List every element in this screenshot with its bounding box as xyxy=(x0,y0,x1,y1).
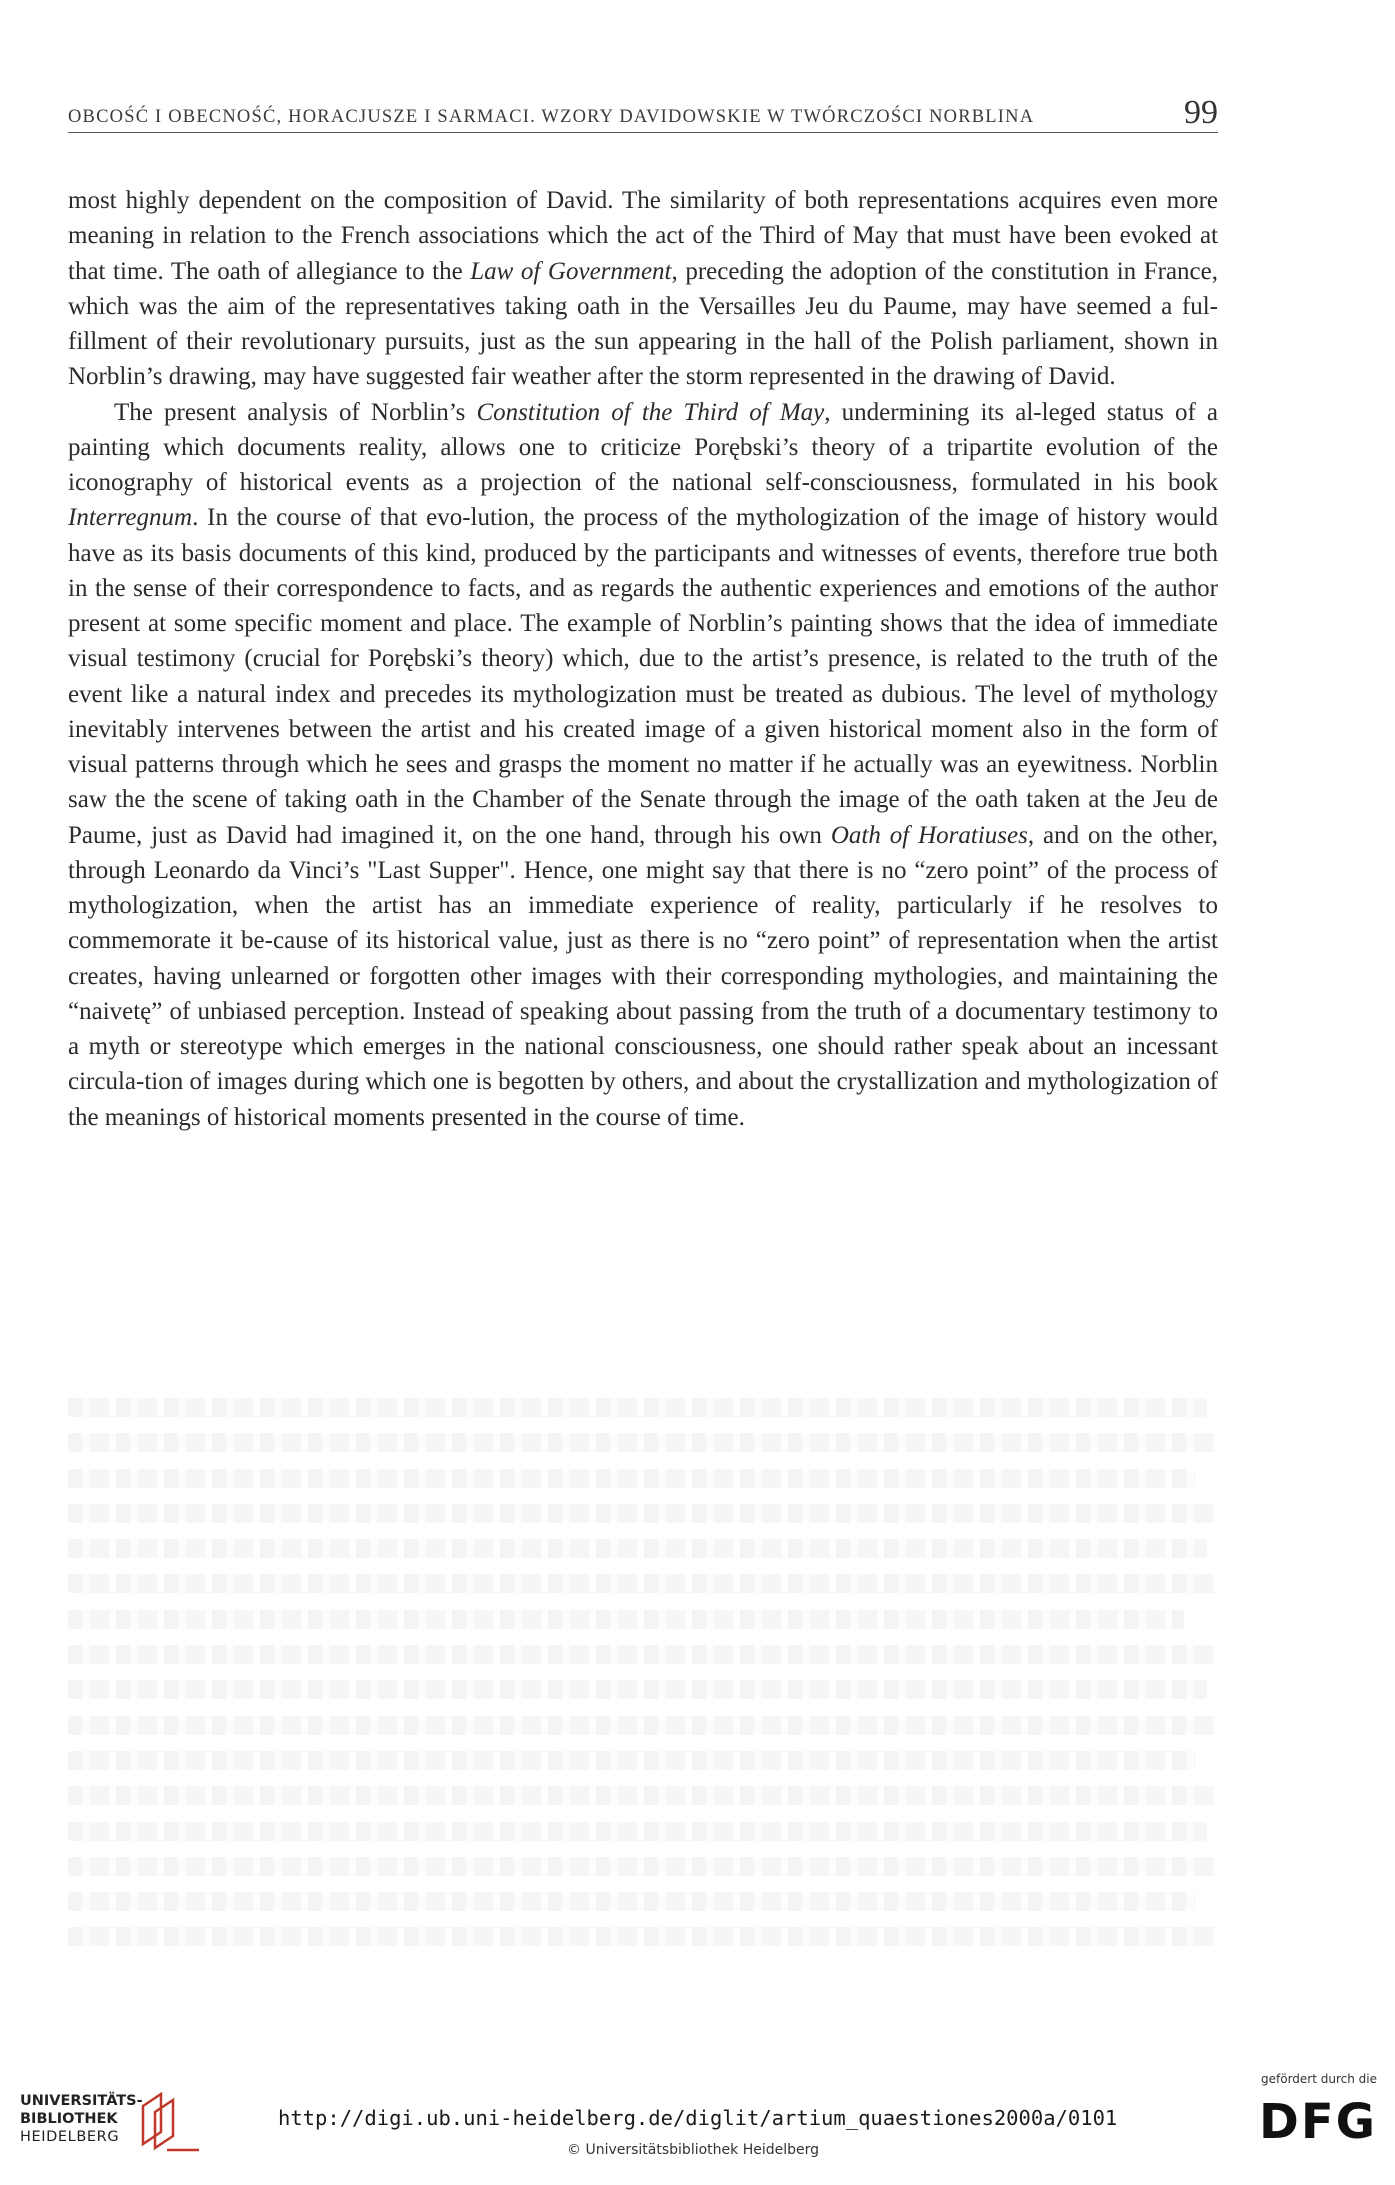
dfg-logo: DFG xyxy=(1258,2094,1377,2150)
show-through-text xyxy=(68,1398,1218,1958)
library-name-line-1: UNIVERSITÄTS- xyxy=(20,2093,143,2109)
digitization-footer xyxy=(0,2050,1395,2185)
library-name-line-2: BIBLIOTHEK xyxy=(20,2111,118,2127)
paragraph-2-text-d: , and on the other, through Leonardo da Vinci’s "Last Supper". Hence, one might say that there is no “zero point” of the process of mythologization, when the artist has an immediate experience of reality, particularly if he resolves to commemorate it be-cause of its historical value, just as there is no “zero point” of representation when the artist creates, having unlearned or forgotten other images with their corresponding mythologies, and maintaining the “naivetę” of unbiased perception. Instead of speaking about passing from the truth of a documentary testimony to a myth or stereotype which emerges in the national consciousness, one should rather speak about an incessant circula-tion of images during which one is begotten by others, and about the crystallization and mythologization of the meanings of historical moments presented in the course of time. xyxy=(68,821,1218,1131)
paragraph-2 xyxy=(68,395,1218,1135)
library-name-line-3: HEIDELBERG xyxy=(20,2129,120,2145)
paragraph-2-title-constitution: Constitution of the Third of May xyxy=(476,398,825,426)
running-head: OBCOŚĆ I OBECNOŚĆ, HORACJUSZE I SARMACI. WZORY DAVIDOWSKIE W TWÓRCZOŚCI NORBLINA xyxy=(68,107,1035,127)
funding-label: gefördert durch die xyxy=(1261,2072,1377,2086)
library-name xyxy=(20,2092,143,2146)
library-mark-icon xyxy=(135,2092,205,2152)
paragraph-2-text-c: . In the course of that evo-lution, the process of the mythologization of the image of history would have as its basis documents of this kind, produced by the participants and witnesses of events, therefore true both in the sense of their correspondence to facts, and as regards the authentic experiences and emotions of the author present at some specific moment and place. The example of Norblin’s painting shows that the idea of immediate visual testimony (crucial for Porębski’s theory) which, due to the artist’s presence, is related to the truth of the event like a natural index and precedes its mythologization must be treated as dubious. The level of mythology inevitably intervenes between the artist and his created image of a given historical moment also in the form of visual patterns through which he sees and grasps the moment no matter if he actually was an eyewitness. Norblin saw the the scene of taking oath in the Chamber of the Senate through the image of the oath taken at the Jeu de Paume, just as David had imagined it, on the one hand, through his own xyxy=(68,504,1218,849)
paragraph-1-text-a: most highly dependent on the composition of David. The similarity of both representations acquires even more meaning in relation to the French associations which the act of the Third of May that must have been evoked at that time. The oath of allegiance to the xyxy=(68,187,1218,285)
paragraph-2-title-interregnum: Interregnum xyxy=(68,504,193,532)
paragraph-2-text-b: , undermining its al-leged status of a painting which documents reality, allows one to criticize Porębski’s theory of a tripartite evolution of the iconography of historical events as a projection of the national self-consciousness, formulated in his book xyxy=(68,398,1219,496)
paragraph-2-text-a: The present analysis of Norblin’s xyxy=(114,398,477,426)
body-text xyxy=(68,183,1218,1135)
paragraph-1-text-b: , preceding the adoption of the constitution in France, which was the aim of the representatives taking oath in the Versailles Jeu du Paume, may have seemed a ful-fillment of their revolutionary pursuits, just as the sun appearing in the hall of the Polish parliament, shown in Norblin’s drawing, may have suggested fair weather after the storm represented in the drawing of David. xyxy=(68,257,1218,391)
funding-notice xyxy=(1247,2072,1377,2172)
paragraph-1 xyxy=(68,183,1218,395)
page-permalink[interactable]: http://digi.ub.uni-heidelberg.de/diglit/artium_quaestiones2000a/0101 xyxy=(278,2106,1118,2130)
copyright-notice: © Universitätsbibliothek Heidelberg xyxy=(567,2142,820,2158)
paragraph-1-title-law: Law of Government xyxy=(470,257,672,285)
paragraph-2-title-horatiuses: Oath of Horatiuses xyxy=(830,821,1028,849)
page-header xyxy=(68,92,1218,133)
university-library-logo xyxy=(20,2092,250,2172)
page-number: 99 xyxy=(1184,94,1218,131)
